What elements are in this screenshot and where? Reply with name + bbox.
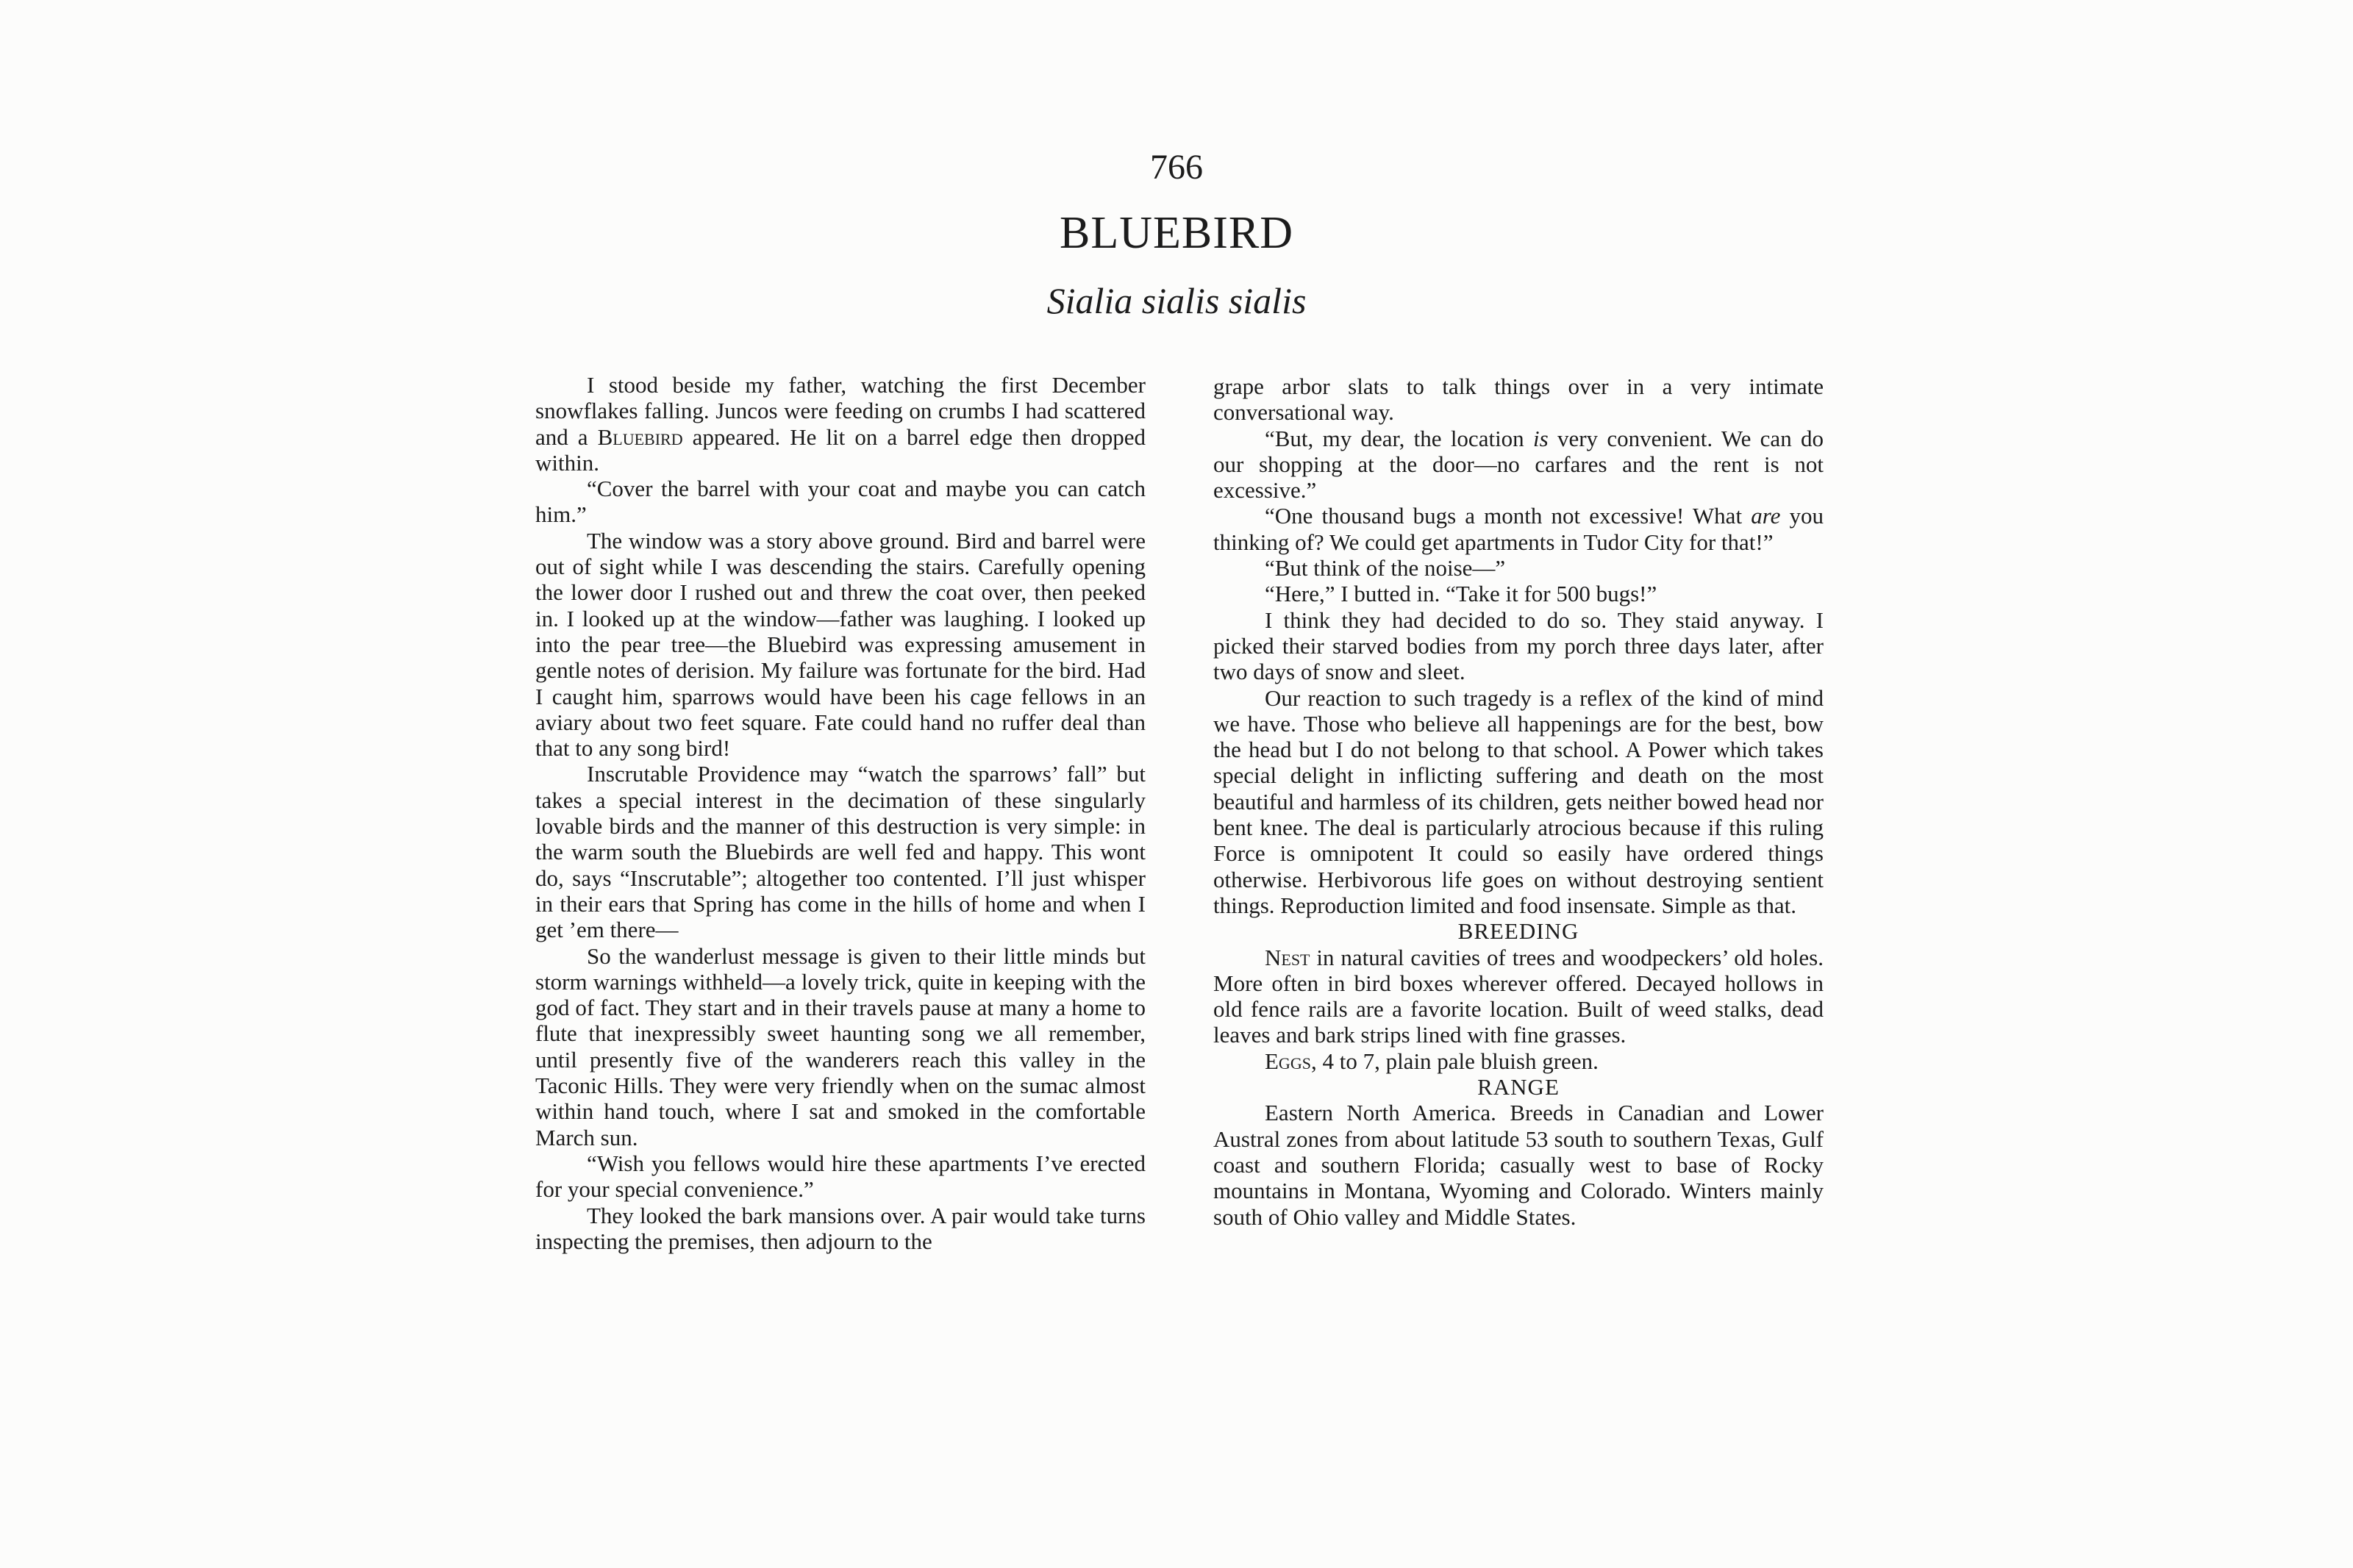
- paragraph: The window was a story above ground. Bird and barrel were out of sight while I was descending the stairs. Carefully opening the lower door I rushed out and threw the coat over, then peeked in. I looked up at the window—father was laughing. I looked up into the pear tree—the Bluebird was expressing amusement in gentle notes of derision. My failure was fortunate for the bird. Had I caught him, sparrows would have been his cage fellows in an aviary about two feet square. Fate could hand no ruffer deal than that to any song bird!: [535, 527, 1146, 762]
- paragraph: “Wish you fellows would hire these apartments I’ve erected for your special convenience.”: [535, 1150, 1146, 1203]
- paragraph: “But, my dear, the location is very convenient. We can do our shopping at the door—no carfares and the rent is not excessive.”: [1213, 425, 1824, 504]
- paragraph: “Here,” I butted in. “Take it for 500 bugs!”: [1265, 581, 1657, 607]
- range-paragraph: Eastern North America. Breeds in Canadian and Lower Austral zones from about latitude 53 south to southern Texas, Gulf coast and southern Florida; casually west to base of Rocky mountains in Montana, Wyoming and Colorado. Winters mainly south of Ohio valley and Middle States.: [1213, 1100, 1824, 1230]
- eggs-paragraph: Eggs, 4 to 7, plain pale bluish green.: [1265, 1048, 1599, 1074]
- paragraph: Our reaction to such tragedy is a reflex of the kind of mind we have. Those who believe all happenings are for the best, bow the head but I do not belong to that school. A Power which takes special delight in inflicting suffering and death on the most beautiful and harmless of its children, gets neither bowed head nor bent knee. The deal is particularly atrocious because if this ruling Force is omnipotent It could so easily have ordered things otherwise. Herbivorous life goes on without destroying sentient things. Reproduction limited and food insensate. Simple as that.: [1213, 684, 1824, 918]
- paragraph: I think they had decided to do so. They staid anyway. I picked their starved bodies from my porch three days later, after two days of snow and sleet.: [1213, 606, 1824, 685]
- scientific-name: Sialia sialis sialis: [1046, 280, 1307, 321]
- paragraph: So the wanderlust message is given to their little minds but storm warnings withheld—a lovely trick, quite in keeping with the god of fact. They start and in their travels pause at many a home to flute that inexpressibly sweet haunting song we all remember, until presently five of the wanderers reach this valley in the Taconic Hills. They were very friendly when on the sumac almost within hand touch, where I sat and smoked in the comfortable March sun.: [535, 942, 1146, 1150]
- bird-name-smallcaps: Bluebird: [597, 423, 683, 450]
- paragraph: grape arbor slats to talk things over in a very intimate conversational way.: [1213, 373, 1824, 426]
- paragraph: Inscrutable Providence may “watch the sparrows’ fall” but takes a special interest in the decimation of these singularly lovable birds and the manner of this destruction is very simple: in the warm south the Bluebirds are well fed and happy. This wont do, says “Inscrutable”; altogether too contented. I’ll just whisper in their ears that Spring has come in the hills of home and when I get ’em there—: [535, 761, 1146, 943]
- breeding-heading: BREEDING: [1457, 918, 1579, 945]
- left-column: [535, 372, 1146, 1254]
- paragraph: “One thousand bugs a month not excessive! What are you thinking of? We could get apartments in Tudor City for that!”: [1213, 503, 1824, 555]
- nest-paragraph: Nest in natural cavities of trees and woodpeckers’ old holes. More often in bird boxes wherever offered. Decayed hollows in old fence rails are a favorite location. Built of weed stalks, dead leaves and bark strips lined with fine grasses.: [1213, 944, 1824, 1048]
- paragraph: They looked the bark mansions over. A pair would take turns inspecting the premises, then adjourn to the: [535, 1202, 1146, 1254]
- right-column: [1213, 373, 1824, 1230]
- paragraph: “But think of the noise—”: [1265, 555, 1506, 581]
- paragraph: I stood beside my father, watching the first December snowflakes falling. Juncos were feeding on crumbs I had scattered and a Bluebird appeared. He lit on a barrel edge then dropped within.: [535, 372, 1146, 476]
- page-number: 766: [1150, 148, 1203, 187]
- paragraph: “Cover the barrel with your coat and maybe you can catch him.”: [535, 476, 1146, 528]
- range-heading: RANGE: [1477, 1074, 1560, 1100]
- page-title: BLUEBIRD: [1060, 208, 1293, 258]
